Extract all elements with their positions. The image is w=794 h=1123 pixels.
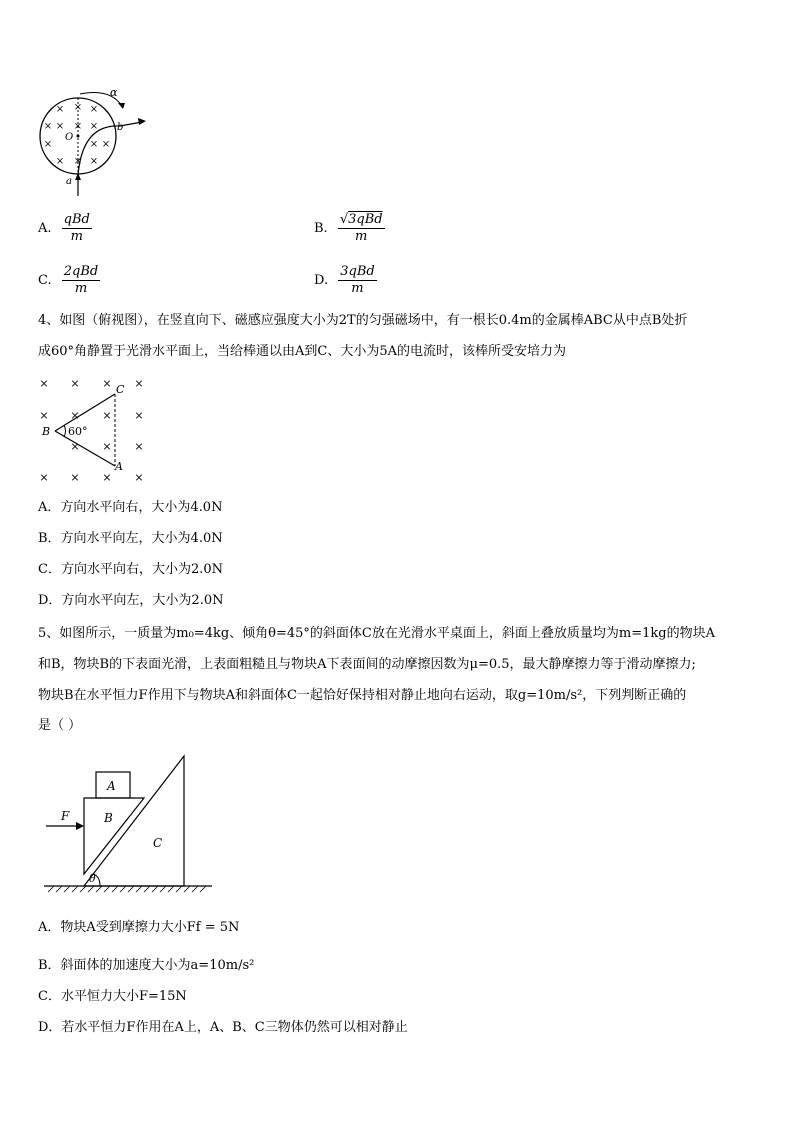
label-b: B xyxy=(104,811,113,825)
option-label: B. xyxy=(314,221,328,236)
label-b: b xyxy=(117,122,124,133)
figure-circular-field xyxy=(30,84,160,199)
label-a: A xyxy=(115,460,123,473)
field-mark: × xyxy=(70,471,80,484)
field-mark: × xyxy=(89,104,99,115)
label-a: a xyxy=(66,176,72,187)
field-mark: × xyxy=(101,139,111,150)
q5-option-c: C．水平恒力大小F=15N xyxy=(38,989,187,1004)
option-label: C. xyxy=(38,273,52,288)
label-alpha: α xyxy=(110,86,118,99)
fraction xyxy=(62,264,100,297)
option-label: D. xyxy=(314,273,329,288)
q4-stem-line2: 成60°角静置于光滑水平面上，当给棒通以由A到C、大小为5A的电流时，该棒所受安培力为 xyxy=(38,344,567,359)
field-mark: × xyxy=(134,409,144,422)
field-mark: × xyxy=(55,121,65,132)
numerator: qBd xyxy=(63,212,90,227)
q4-option-b: B．方向水平向左，大小为4.0N xyxy=(38,531,223,546)
q4-option-c: C．方向水平向右，大小为2.0N xyxy=(38,562,223,577)
numerator: 2qBd xyxy=(63,264,99,279)
q4-option-d: D．方向水平向左，大小为2.0N xyxy=(38,593,224,608)
field-mark: × xyxy=(73,121,83,132)
fraction xyxy=(62,212,92,245)
field-mark: × xyxy=(55,104,65,115)
field-mark: × xyxy=(70,377,80,390)
field-mark: × xyxy=(89,121,99,132)
field-mark: × xyxy=(43,121,53,132)
q3-option-c xyxy=(38,264,100,297)
field-mark: × xyxy=(89,156,99,167)
label-theta: θ xyxy=(89,872,96,885)
field-mark: × xyxy=(43,139,53,150)
label-f: F xyxy=(61,809,70,823)
field-mark: × xyxy=(134,471,144,484)
q3-option-d xyxy=(314,264,377,297)
q5-option-b: B．斜面体的加速度大小为a=10m/s² xyxy=(38,958,255,973)
field-mark: × xyxy=(102,471,112,484)
field-mark: × xyxy=(39,471,49,484)
q3-option-b xyxy=(314,212,385,245)
field-mark: × xyxy=(39,377,49,390)
block-b xyxy=(84,798,144,874)
denominator: m xyxy=(70,229,83,244)
figure-incline-blocks xyxy=(42,750,214,896)
q5-option-a: A．物块A受到摩擦力大小Ff = 5N xyxy=(38,920,240,935)
label-o: O xyxy=(65,132,74,143)
q5-option-d: D．若水平恒力F作用在A上，A、B、C三物体仍然可以相对静止 xyxy=(38,1020,408,1035)
field-mark: × xyxy=(70,409,80,422)
field-mark: × xyxy=(70,440,80,453)
q3-option-a xyxy=(38,212,92,245)
denominator: m xyxy=(74,281,88,296)
fraction xyxy=(338,212,385,245)
numerator: √3qBd xyxy=(339,212,383,227)
q5-stem-line3: 物块B在水平恒力F作用下与物块A和斜面体C一起恰好保持相对静止地向右运动，取g=10m/s²，下列判断正确的 xyxy=(38,688,687,703)
numerator: 3qBd xyxy=(340,264,375,279)
figure-bent-rod xyxy=(34,374,154,486)
denominator: m xyxy=(351,281,364,296)
field-mark: × xyxy=(134,377,144,390)
q5-stem-line2: 和B，物块B的下表面光滑，上表面粗糙且与物块A下表面间的动摩擦因数为μ=0.5，最大静摩擦力等于滑动摩擦力; xyxy=(38,657,696,672)
q5-stem-line4: 是（ ） xyxy=(38,718,82,733)
label-c: C xyxy=(153,836,163,850)
field-mark: × xyxy=(55,156,65,167)
label-c: C xyxy=(116,383,125,396)
field-mark: × xyxy=(102,440,112,453)
q4-stem-line1: 4、如图（俯视图），在竖直向下、磁感应强度大小为2T的匀强磁场中，有一根长0.4m的金属棒ABC从中点B处折 xyxy=(38,313,688,328)
field-mark: × xyxy=(102,409,112,422)
field-mark: × xyxy=(39,409,49,422)
field-mark: × xyxy=(102,377,112,390)
incline-c xyxy=(84,756,184,886)
fraction xyxy=(338,264,376,297)
label-a: A xyxy=(107,779,116,793)
field-mark: × xyxy=(73,102,83,113)
field-mark: × xyxy=(134,440,144,453)
field-mark: × xyxy=(89,139,99,150)
label-angle: 60° xyxy=(68,425,88,438)
denominator: m xyxy=(355,229,368,244)
field-mark: × xyxy=(73,156,83,167)
q4-option-a: A．方向水平向右，大小为4.0N xyxy=(38,500,223,515)
q5-stem-line1: 5、如图所示，一质量为m₀=4kg、倾角θ=45°的斜面体C放在光滑水平桌面上，斜面上叠放质量均为m=1kg的物块A xyxy=(38,626,715,641)
option-label: A. xyxy=(38,221,52,236)
label-b: B xyxy=(42,425,51,438)
